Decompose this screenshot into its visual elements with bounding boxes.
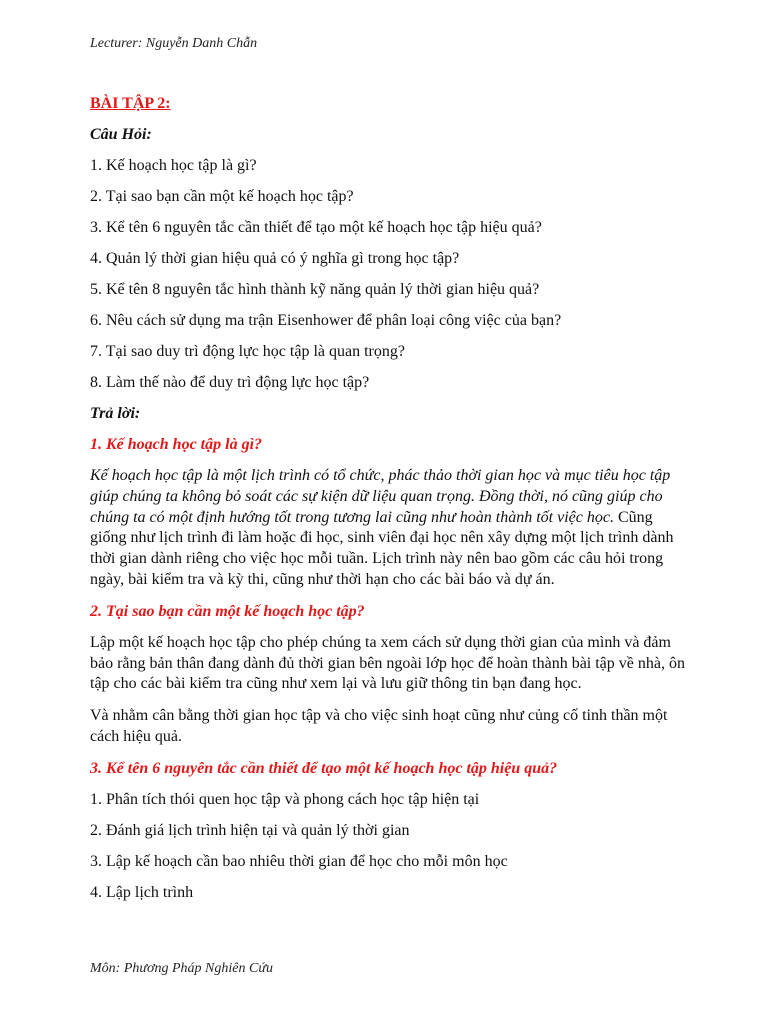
answer-3-item: 1. Phân tích thói quen học tập và phong cách học tập hiện tại: [90, 790, 480, 808]
question-item: 8. Làm thế nào để duy trì động lực học tập?: [90, 374, 370, 391]
answer-3-item: 3. Lập kế hoạch cần bao nhiêu thời gian để học cho mỗi môn học: [90, 852, 508, 870]
answer-1-paragraph: [90, 466, 690, 591]
answer-1-normal-text: Cũng giống như lịch trình đi làm hoặc đi học, sinh viên đại học nên xây dựng một lịch trình dành thời gian dành riêng cho việc học mỗi tuần. Lịch trình này nên bao gồm các câu hỏi trong ngày, bài kiểm tra và kỳ thi, cũng như thời hạn cho các bài báo và dự án.: [90, 508, 674, 588]
answers-label: Trả lời:: [90, 405, 141, 422]
question-item: 1. Kế hoạch học tập là gì?: [90, 157, 257, 174]
answer-3-title: 3. Kể tên 6 nguyên tắc cần thiết để tạo một kế hoạch học tập hiệu quả?: [90, 759, 558, 777]
answer-3-item: 2. Đánh giá lịch trình hiện tại và quản lý thời gian: [90, 821, 410, 839]
lecturer-header: Lecturer: Nguyễn Danh Chẫn: [90, 36, 258, 51]
question-item: 6. Nêu cách sử dụng ma trận Eisenhower để phân loại công việc của bạn?: [90, 312, 562, 329]
answer-1-italic-text: Kế hoạch học tập là một lịch trình có tổ chức, phác thảo thời gian học và mục tiêu học tập giúp chúng ta không bỏ soát các sự kiện dữ liệu quan trọng. Đồng thời, nó cũng giúp cho chúng ta có một định hướng tốt trong tương lai cũng như hoàn thành tốt việc học.: [90, 467, 671, 526]
question-item: 4. Quản lý thời gian hiệu quả có ý nghĩa gì trong học tập?: [90, 250, 460, 267]
course-footer: Môn: Phương Pháp Nghiên Cứu: [90, 961, 273, 976]
questions-label: Câu Hỏi:: [90, 126, 152, 143]
answer-2-title: 2. Tại sao bạn cần một kế hoạch học tập?: [90, 602, 365, 620]
answer-3-item: 4. Lập lịch trình: [90, 883, 194, 901]
document-body: [90, 94, 690, 914]
answer-1-title: 1. Kế hoạch học tập là gì?: [90, 436, 263, 453]
answer-2-paragraph-1: Lập một kế hoạch học tập cho phép chúng ta xem cách sử dụng thời gian của mình và đảm bảo rằng bản thân đang dành đủ thời gian bên ngoài lớp học để hoàn thành bài tập về nhà, ôn tập cho các bài kiểm tra cũng như xem lại và lưu giữ thông tin bạn đang học.: [90, 633, 685, 693]
question-item: 2. Tại sao bạn cần một kế hoạch học tập?: [90, 188, 354, 205]
question-item: 5. Kể tên 8 nguyên tắc hình thành kỹ năng quản lý thời gian hiệu quả?: [90, 281, 540, 298]
answer-2-paragraph-2: Và nhằm cân bằng thời gian học tập và cho việc sinh hoạt cũng như củng cố tinh thần một cách hiệu quả.: [90, 707, 668, 745]
exercise-title: BÀI TẬP 2:: [90, 95, 171, 112]
question-item: 7. Tại sao duy trì động lực học tập là quan trọng?: [90, 343, 405, 360]
question-item: 3. Kể tên 6 nguyên tắc cần thiết để tạo một kế hoạch học tập hiệu quả?: [90, 219, 542, 236]
